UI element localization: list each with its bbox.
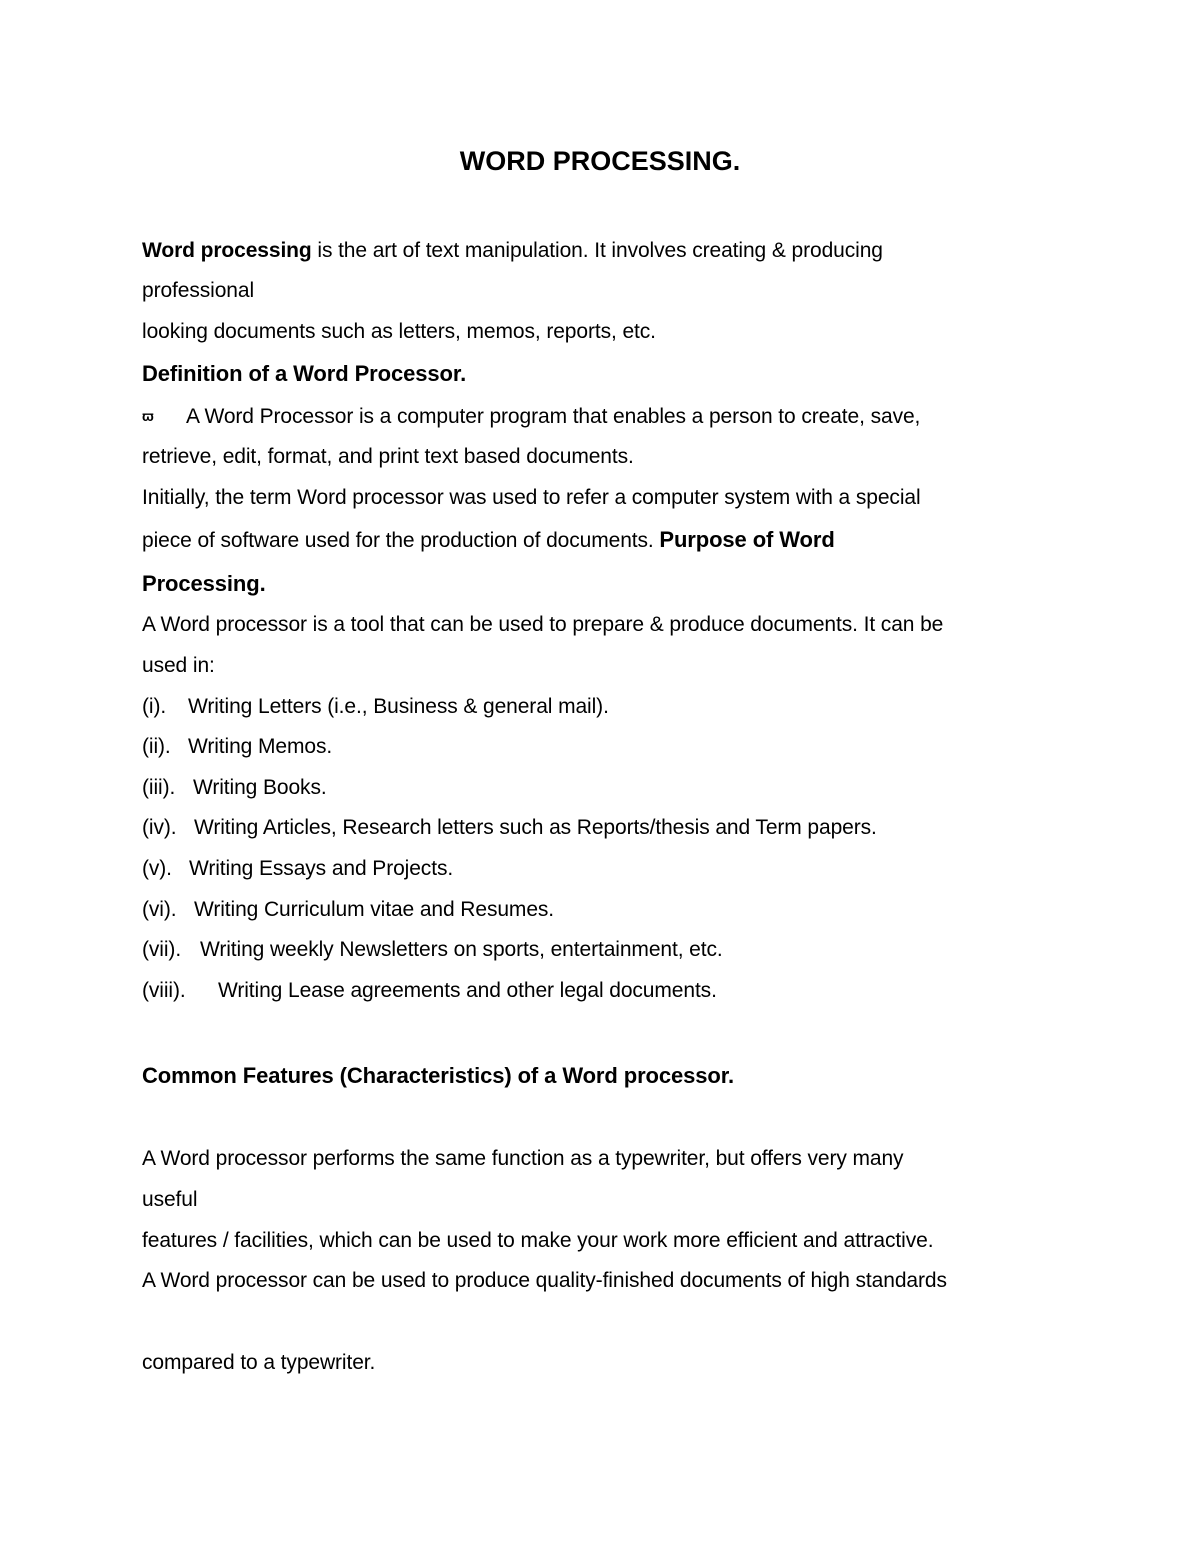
list-item-text: Writing Books. bbox=[193, 776, 327, 799]
features-line-5: compared to a typewriter. bbox=[142, 1351, 376, 1374]
list-item-text: Writing weekly Newsletters on sports, entertainment, etc. bbox=[200, 938, 723, 961]
list-item-number: (iv). bbox=[142, 816, 177, 839]
list-item bbox=[142, 856, 453, 882]
list-item-text: Writing Lease agreements and other legal documents. bbox=[218, 979, 717, 1002]
definition-line-1 bbox=[142, 403, 920, 430]
intro-lead-bold: Word processing bbox=[142, 239, 312, 262]
definition-text-4: piece of software used for the production of documents. bbox=[142, 529, 660, 552]
purpose-heading-part2: Processing. bbox=[142, 571, 266, 596]
list-item-number: (ii). bbox=[142, 735, 171, 758]
list-item-text: Writing Essays and Projects. bbox=[189, 857, 454, 880]
features-heading: Common Features (Characteristics) of a Word processor. bbox=[142, 1063, 735, 1088]
bullet-icon: ϖ bbox=[142, 408, 154, 424]
list-item bbox=[142, 694, 609, 720]
list-item bbox=[142, 734, 332, 760]
intro-rest: is the art of text manipulation. It involves creating & producing bbox=[311, 239, 883, 262]
list-item-text: Writing Letters (i.e., Business & general mail). bbox=[188, 695, 609, 718]
list-item-number: (i). bbox=[142, 695, 167, 718]
intro-line-2: professional bbox=[142, 279, 255, 302]
page-title: WORD PROCESSING. bbox=[459, 146, 741, 176]
list-item-number: (vii). bbox=[142, 938, 182, 961]
features-line-4: A Word processor can be used to produce quality-finished documents of high standards bbox=[142, 1269, 947, 1292]
definition-heading: Definition of a Word Processor. bbox=[142, 361, 467, 386]
definition-line-4 bbox=[142, 527, 835, 554]
list-item bbox=[142, 978, 717, 1004]
purpose-heading-part1: Purpose of Word bbox=[659, 527, 835, 552]
list-item-number: (vi). bbox=[142, 898, 177, 921]
features-line-3: features / facilities, which can be used to make your work more efficient and attractive. bbox=[142, 1229, 934, 1252]
features-line-1: A Word processor performs the same function as a typewriter, but offers very many bbox=[142, 1147, 904, 1170]
purpose-line-2: used in: bbox=[142, 654, 215, 677]
intro-line-1 bbox=[142, 238, 883, 264]
list-item-number: (viii). bbox=[142, 979, 186, 1002]
definition-text-1: A Word Processor is a computer program that enables a person to create, save, bbox=[186, 405, 921, 428]
list-item bbox=[142, 897, 554, 923]
list-item-number: (v). bbox=[142, 857, 172, 880]
list-item-text: Writing Articles, Research letters such as Reports/thesis and Term papers. bbox=[194, 816, 877, 839]
list-item bbox=[142, 815, 877, 841]
list-item-number: (iii). bbox=[142, 776, 176, 799]
features-line-2: useful bbox=[142, 1188, 198, 1211]
intro-line-3: looking documents such as letters, memos, reports, etc. bbox=[142, 320, 656, 343]
purpose-line-1: A Word processor is a tool that can be used to prepare & produce documents. It can be bbox=[142, 613, 944, 636]
definition-line-2: retrieve, edit, format, and print text based documents. bbox=[142, 445, 634, 468]
definition-line-3: Initially, the term Word processor was used to refer a computer system with a special bbox=[142, 486, 921, 509]
list-item-text: Writing Memos. bbox=[188, 735, 333, 758]
list-item bbox=[142, 937, 723, 963]
list-item bbox=[142, 775, 327, 801]
list-item-text: Writing Curriculum vitae and Resumes. bbox=[194, 898, 555, 921]
